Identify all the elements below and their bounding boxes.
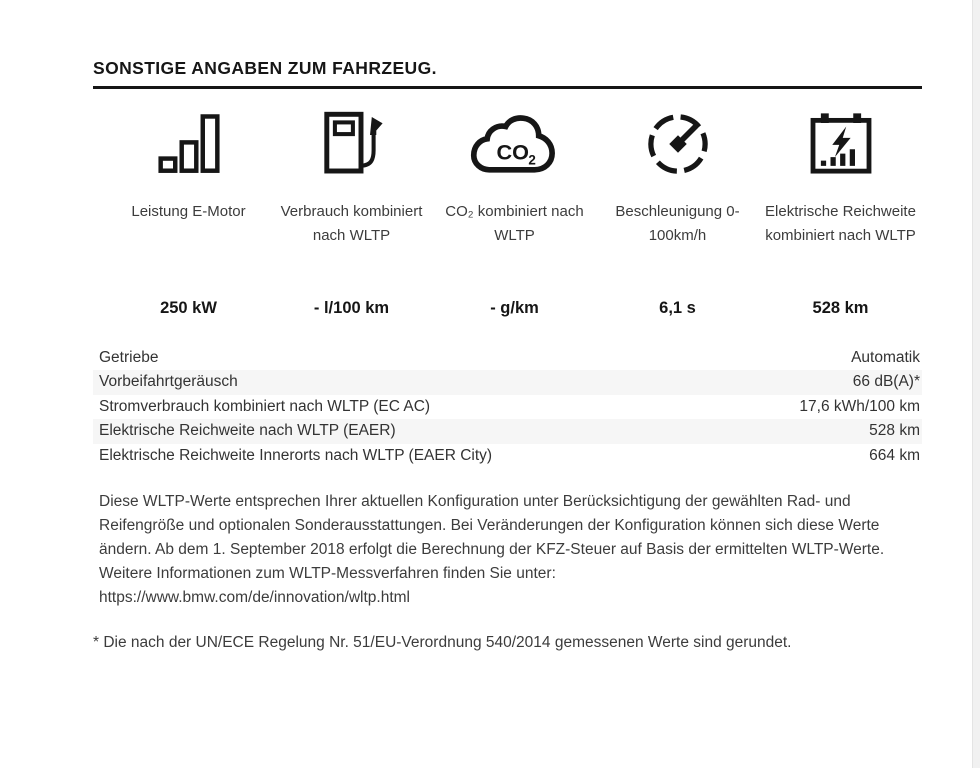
sheet-content: [93, 58, 922, 655]
spec-value: 528 km: [869, 422, 920, 439]
spec-label: Stromverbrauch kombiniert nach WLTP (EC AC): [99, 397, 431, 415]
highlight-value: - l/100 km: [313, 298, 390, 317]
highlight-label: Beschleunigung 0-100km/h: [615, 202, 740, 244]
svg-text:CO: CO: [495, 138, 529, 164]
spec-value: 664 km: [869, 446, 920, 464]
footnote-text: * Die nach der UN/ECE Regelung Nr. 51/EU-Verordnung 540/2014 gemessenen Werte sind gerundet.: [93, 634, 792, 651]
highlight-reichweite: [759, 102, 922, 319]
wltp-disclaimer-text: Diese WLTP-Werte entsprechen Ihrer aktuellen Konfiguration unter Berücksichtigung der gewählten Rad- und Reifengröße und optionalen Sonderausstattungen. Bei Veränderungen der Konfiguration können sich diese Werte ändern. Ab dem 1. September 2018 erfolgt die Berechnung der KFZ-Steuer auf Basis der ermittelten WLTP-Werte. Weitere Informationen zum WLTP-Messverfahren finden Sie unter:: [99, 493, 885, 582]
spec-value: Automatik: [851, 348, 920, 366]
co2-cloud-icon: [468, 102, 562, 186]
wltp-link[interactable]: https://www.bmw.com/de/innovation/wltp.html: [99, 589, 410, 606]
highlight-beschleunigung: [596, 102, 759, 319]
bar-chart-icon: [155, 102, 223, 186]
speedometer-icon: [643, 102, 713, 186]
spec-value: 66 dB(A)*: [852, 373, 920, 390]
spec-value: 17,6 kWh/100 km: [799, 397, 920, 415]
title-underline: [93, 86, 922, 89]
highlight-co2: [433, 102, 596, 319]
table-row: [93, 346, 922, 371]
highlight-value: 250 kW: [160, 298, 217, 317]
highlight-leistung-e-motor: [107, 102, 270, 319]
highlight-row: [93, 102, 922, 319]
highlight-verbrauch: [270, 102, 433, 319]
highlight-value: - g/km: [490, 298, 539, 317]
highlight-label: CO₂ kombiniert nach WLTP: [445, 202, 584, 244]
table-row: [93, 419, 922, 444]
spec-table: [93, 346, 922, 469]
spec-label: Getriebe: [99, 348, 159, 366]
table-row: [93, 444, 922, 469]
scrollbar-track[interactable]: [972, 0, 980, 768]
highlight-value: 6,1 s: [659, 298, 696, 317]
highlight-label: Verbrauch kombiniert nach WLTP: [280, 202, 423, 244]
spec-label: Elektrische Reichweite nach WLTP (EAER): [99, 422, 396, 439]
fuel-pump-icon: [316, 102, 388, 186]
spec-label: Elektrische Reichweite Innerorts nach WLTP (EAER City): [99, 446, 493, 464]
highlight-value: 528 km: [812, 298, 869, 317]
highlight-label: Elektrische Reichweite kombiniert nach WLTP: [765, 202, 916, 244]
highlight-label: Leistung E-Motor: [131, 202, 246, 220]
spec-label: Vorbeifahrtgeräusch: [99, 373, 238, 390]
table-row: [93, 395, 922, 420]
table-row: [93, 370, 922, 395]
svg-text:2: 2: [527, 152, 536, 168]
battery-icon: [806, 102, 876, 186]
page-title: SONSTIGE ANGABEN ZUM FAHRZEUG.: [93, 58, 437, 78]
